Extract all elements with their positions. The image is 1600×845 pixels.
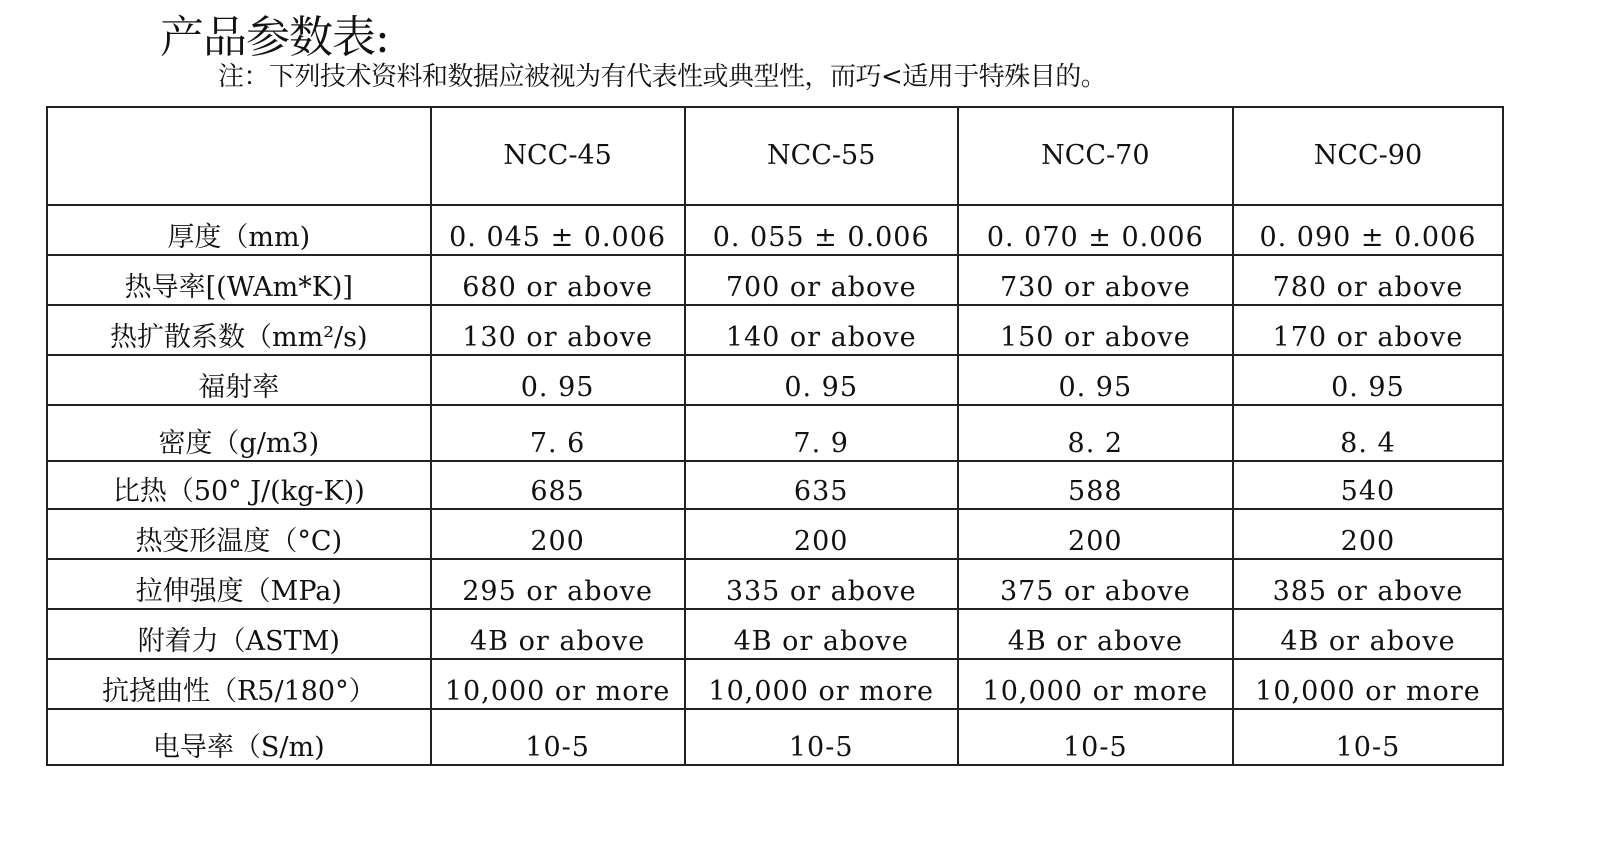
row-label: 密度（g/m3)	[47, 405, 431, 461]
value-cell: 10,000 or more	[685, 659, 958, 709]
table-row	[47, 255, 1503, 305]
value-cell: 295 or above	[431, 559, 685, 609]
row-label: 电导率（S/m)	[47, 709, 431, 765]
value-cell: 4B or above	[431, 609, 685, 659]
value-cell: 200	[958, 509, 1233, 559]
row-label: 抗挠曲性（R5/180°）	[47, 659, 431, 709]
value-cell: 0. 95	[685, 355, 958, 405]
row-label: 热扩散系数（mm²/s)	[47, 305, 431, 355]
value-cell: 7. 9	[685, 405, 958, 461]
row-label: 热变形温度（°C)	[47, 509, 431, 559]
value-cell: 540	[1233, 461, 1503, 509]
table-note: 注：下列技术资料和数据应被视为有代表性或典型性，而巧<适用于特殊目的。	[218, 62, 1107, 92]
value-cell: 335 or above	[685, 559, 958, 609]
value-cell: 4B or above	[685, 609, 958, 659]
table-row	[47, 355, 1503, 405]
row-label: 比热（50° J/(kg-K))	[47, 461, 431, 509]
table-row	[47, 609, 1503, 659]
value-cell: 375 or above	[958, 559, 1233, 609]
table-row	[47, 509, 1503, 559]
table-row	[47, 405, 1503, 461]
header-blank-cell	[47, 107, 431, 205]
table-row	[47, 559, 1503, 609]
table-row	[47, 659, 1503, 709]
value-cell: 8. 4	[1233, 405, 1503, 461]
value-cell: 10-5	[431, 709, 685, 765]
value-cell: 4B or above	[958, 609, 1233, 659]
value-cell: 10,000 or more	[958, 659, 1233, 709]
table-header-row	[47, 107, 1503, 205]
value-cell: 0. 090 ± 0.006	[1233, 205, 1503, 255]
value-cell: 10-5	[958, 709, 1233, 765]
page-title: 产品参数表:	[160, 12, 389, 63]
value-cell: 635	[685, 461, 958, 509]
value-cell: 170 or above	[1233, 305, 1503, 355]
value-cell: 10,000 or more	[1233, 659, 1503, 709]
value-cell: 130 or above	[431, 305, 685, 355]
value-cell: 700 or above	[685, 255, 958, 305]
product-parameter-table	[46, 106, 1504, 766]
value-cell: 10-5	[1233, 709, 1503, 765]
value-cell: 0. 070 ± 0.006	[958, 205, 1233, 255]
table-row	[47, 461, 1503, 509]
value-cell: 0. 95	[1233, 355, 1503, 405]
value-cell: 588	[958, 461, 1233, 509]
row-label: 热导率[(WAm*K)]	[47, 255, 431, 305]
value-cell: 385 or above	[1233, 559, 1503, 609]
value-cell: 7. 6	[431, 405, 685, 461]
header-ncc-55: NCC-55	[685, 107, 958, 205]
value-cell: 0. 95	[431, 355, 685, 405]
header-ncc-70: NCC-70	[958, 107, 1233, 205]
value-cell: 10-5	[685, 709, 958, 765]
row-label: 附着力（ASTM)	[47, 609, 431, 659]
value-cell: 140 or above	[685, 305, 958, 355]
value-cell: 780 or above	[1233, 255, 1503, 305]
value-cell: 730 or above	[958, 255, 1233, 305]
header-ncc-45: NCC-45	[431, 107, 685, 205]
value-cell: 200	[1233, 509, 1503, 559]
value-cell: 4B or above	[1233, 609, 1503, 659]
table-row	[47, 305, 1503, 355]
row-label: 拉伸强度（MPa)	[47, 559, 431, 609]
table-row	[47, 205, 1503, 255]
value-cell: 0. 95	[958, 355, 1233, 405]
value-cell: 8. 2	[958, 405, 1233, 461]
value-cell: 150 or above	[958, 305, 1233, 355]
value-cell: 200	[431, 509, 685, 559]
header-ncc-90: NCC-90	[1233, 107, 1503, 205]
value-cell: 685	[431, 461, 685, 509]
row-label: 福射率	[47, 355, 431, 405]
value-cell: 680 or above	[431, 255, 685, 305]
value-cell: 0. 045 ± 0.006	[431, 205, 685, 255]
row-label: 厚度（mm)	[47, 205, 431, 255]
value-cell: 200	[685, 509, 958, 559]
value-cell: 10,000 or more	[431, 659, 685, 709]
value-cell: 0. 055 ± 0.006	[685, 205, 958, 255]
table-row	[47, 709, 1503, 765]
